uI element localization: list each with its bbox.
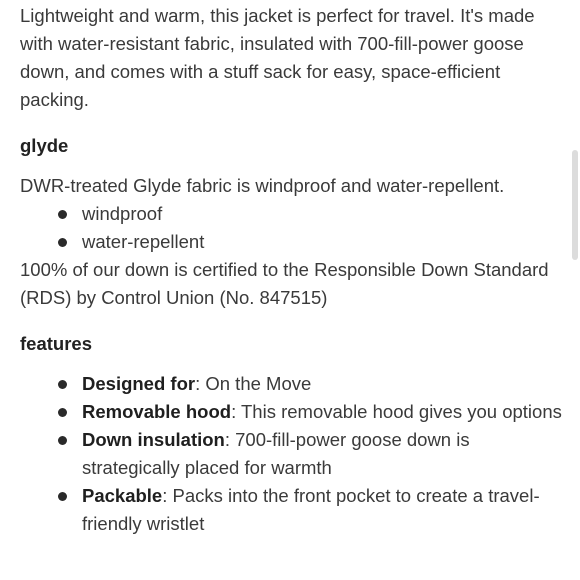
glyde-bullet-list <box>20 200 568 256</box>
scrollbar-thumb[interactable] <box>572 150 578 260</box>
intro-paragraph: Lightweight and warm, this jacket is perfect for travel. It's made with water-resistant fabric, insulated with 700-fill-power goose down, and comes with a stuff sack for easy, space-efficient packing. <box>20 5 535 110</box>
features-heading: features <box>20 333 92 354</box>
certification-text: 100% of our down is certified to the Responsible Down Standard (RDS) by Control Union (No. 847515) <box>20 259 549 308</box>
feature-item-removable-hood <box>20 398 568 426</box>
feature-text: This removable hood gives you options <box>236 401 562 422</box>
features-list <box>20 370 568 538</box>
feature-term: Packable <box>82 485 163 506</box>
spacer <box>20 358 568 370</box>
feature-separator: : <box>162 485 168 506</box>
feature-term: Removable hood <box>82 401 232 422</box>
spacer <box>20 114 568 132</box>
glyde-description: DWR-treated Glyde fabric is windproof and water-repellent. <box>20 175 505 196</box>
feature-item-packable <box>20 482 568 538</box>
feature-term: Designed for <box>82 373 196 394</box>
list-item: water-repellent <box>20 228 568 256</box>
feature-text: Packs into the front pocket to create a travel-friendly wristlet <box>82 485 540 534</box>
feature-text: 700-fill-power goose down is strategically placed for warmth <box>82 429 470 478</box>
spacer <box>20 160 568 172</box>
list-item: windproof <box>20 200 568 228</box>
feature-item-down-insulation <box>20 426 568 482</box>
feature-separator: : <box>195 373 201 394</box>
feature-separator: : <box>231 401 237 422</box>
spacer <box>20 312 568 330</box>
feature-item-designed-for <box>20 370 568 398</box>
glyde-heading: glyde <box>20 135 69 156</box>
product-description <box>20 2 568 538</box>
feature-term: Down insulation <box>82 429 225 450</box>
feature-separator: : <box>224 429 230 450</box>
feature-text: On the Move <box>200 373 312 394</box>
